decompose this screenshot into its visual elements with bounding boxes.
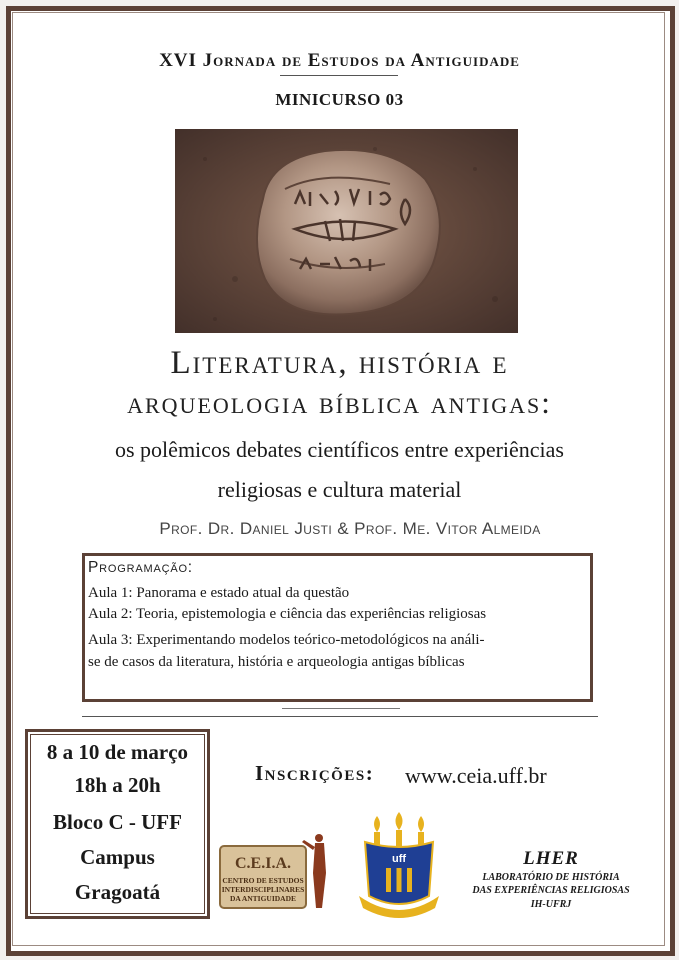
course-title-line-1: Literatura, história e bbox=[170, 345, 509, 381]
schedule-campus: Campus bbox=[80, 845, 155, 869]
section-divider-short bbox=[282, 708, 400, 709]
section-divider bbox=[82, 716, 598, 717]
lher-logo-line-3: IH-UFRJ bbox=[530, 899, 572, 910]
professors: Prof. Dr. Daniel Justi & Prof. Me. Vitor Almeida bbox=[159, 519, 541, 538]
ceia-logo-line-3: DA ANTIGUIDADE bbox=[229, 894, 297, 903]
clay-seal-bulla-image bbox=[175, 129, 518, 333]
lher-logo-line-1: LABORATÓRIO DE HISTÓRIA bbox=[482, 872, 620, 883]
program-item-aula-3: Aula 3: Experimentando modelos teórico-metodológicos na análi- bbox=[88, 632, 485, 648]
course-title-line-2: arqueologia bíblica antigas: bbox=[127, 385, 552, 420]
uff-logo-text: uff bbox=[391, 853, 407, 865]
schedule-time: 18h a 20h bbox=[74, 773, 161, 797]
ceia-logo-title: C.E.I.A. bbox=[234, 855, 292, 872]
ceia-logo-line-2: INTERDISCIPLINARES bbox=[221, 885, 305, 894]
lher-logo-title: LHER bbox=[523, 848, 579, 869]
course-number: MINICURSO 03 bbox=[275, 90, 404, 109]
title-divider bbox=[280, 75, 398, 76]
event-title: XVI Jornada de Estudos da Antiguidade bbox=[159, 50, 520, 71]
course-subtitle-line-2: religiosas e cultura material bbox=[217, 477, 462, 502]
program-item-aula-3-continued: se de casos da literatura, história e arqueologia antigas bíblicas bbox=[88, 654, 465, 670]
ceia-logo-line-1: CENTRO DE ESTUDOS bbox=[222, 876, 304, 885]
course-subtitle-line-1: os polêmicos debates científicos entre experiências bbox=[115, 437, 564, 462]
ceia-logo bbox=[218, 828, 331, 913]
schedule-place: Bloco C - UFF bbox=[53, 810, 182, 834]
program-heading: Programação: bbox=[88, 559, 193, 576]
schedule-date: 8 a 10 de março bbox=[46, 740, 189, 764]
registration-link[interactable]: www.ceia.uff.br bbox=[405, 763, 547, 788]
program-item-aula-1: Aula 1: Panorama e estado atual da questão bbox=[88, 585, 350, 601]
program-item-aula-2: Aula 2: Teoria, epistemologia e ciência das experiências religiosas bbox=[88, 606, 487, 622]
uff-logo bbox=[355, 812, 443, 924]
registration-label: Inscrições: bbox=[255, 761, 375, 785]
schedule-campus-name: Gragoatá bbox=[74, 880, 161, 904]
lher-logo-line-2: DAS EXPERIÊNCIAS RELIGIOSAS bbox=[472, 885, 630, 896]
